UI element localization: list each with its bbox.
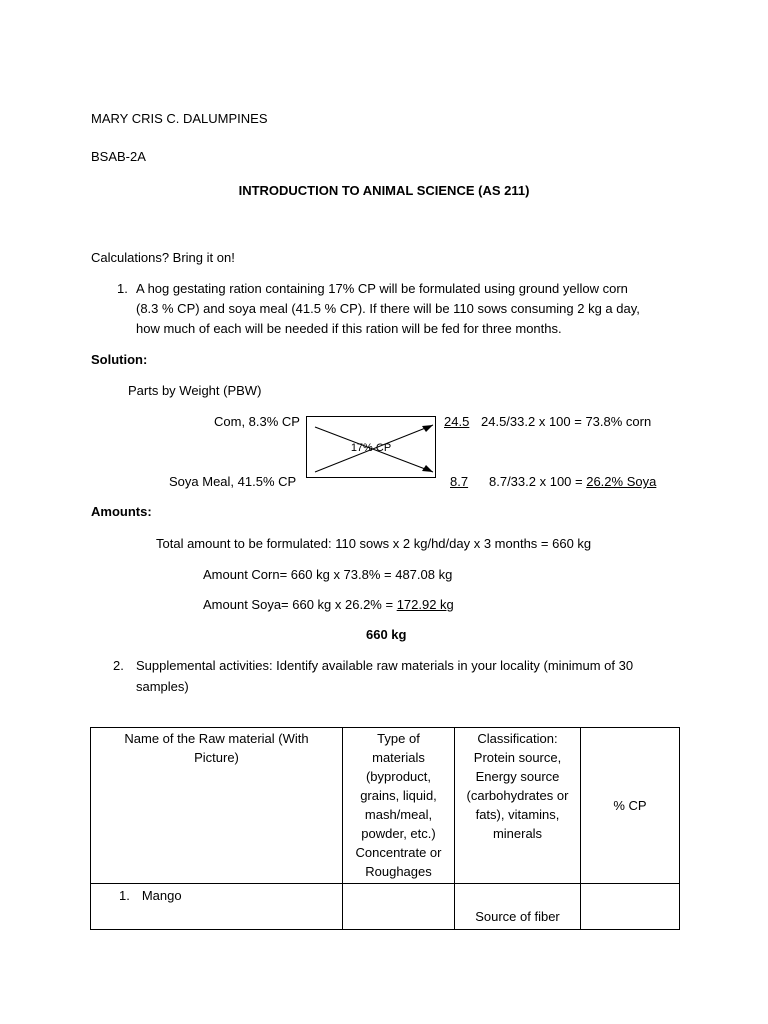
cell-type — [343, 884, 455, 930]
header-cp — [581, 728, 680, 884]
header-name — [91, 728, 343, 884]
header-class-line: minerals — [492, 826, 543, 841]
header-type-line: (byproduct, — [365, 769, 432, 784]
header-type-line: powder, etc.) — [361, 826, 436, 841]
header-name-line: Name of the Raw material (With — [124, 731, 309, 746]
amounts-label: Amounts: — [91, 504, 152, 519]
cell-cp — [581, 884, 680, 930]
problem-2-line-2: samples) — [136, 679, 189, 694]
table-header-row — [91, 728, 680, 884]
course-title: INTRODUCTION TO ANIMAL SCIENCE (AS 211) — [238, 183, 530, 198]
header-type-line: Type of — [377, 731, 420, 746]
raw-materials-table — [90, 727, 680, 930]
corn-label: Com, 8.3% CP — [214, 414, 300, 429]
amount-corn: Amount Corn= 660 kg x 73.8% = 487.08 kg — [203, 567, 453, 582]
soya-parts: 8.7 — [450, 474, 469, 489]
table-row — [91, 884, 680, 930]
header-name-line: Picture) — [194, 750, 239, 765]
soya-percent-result: 26.2% Soya — [586, 474, 657, 489]
header-classification — [455, 728, 581, 884]
row-name: Mango — [141, 888, 182, 903]
problem-2-number: 2. — [113, 658, 124, 673]
problem-1-line-1: A hog gestating ration containing 17% CP will be formulated using ground yellow corn — [136, 281, 628, 296]
student-section: BSAB-2A — [91, 149, 146, 164]
pearson-square — [306, 416, 436, 478]
amount-soya-expr: Amount Soya= 660 kg x 26.2% = — [203, 597, 397, 612]
problem-1-line-3: how much of each will be needed if this ration will be fed for three months. — [136, 321, 562, 336]
header-class-line: Protein source, — [473, 750, 562, 765]
problem-1-number: 1. — [117, 281, 128, 296]
cell-name — [91, 884, 343, 930]
problem-1-line-2: (8.3 % CP) and soya meal (41.5 % CP). If there will be 110 sows consuming 2 kg a day, — [136, 301, 640, 316]
soya-percent-calc — [489, 474, 656, 490]
corn-percent-calc: 24.5/33.2 x 100 = 73.8% corn — [481, 414, 652, 429]
problem-2-line-1: Supplemental activities: Identify available raw materials in your locality (minimum of 30 — [136, 658, 634, 673]
cell-classification: Source of fiber — [455, 884, 581, 930]
header-type-line: materials — [372, 750, 425, 765]
total-amount: Total amount to be formulated: 110 sows x 2 kg/hd/day x 3 months = 660 kg — [156, 536, 592, 551]
target-cp-label: 17% CP — [350, 442, 392, 454]
header-type-line: grains, liquid, — [360, 788, 437, 803]
header-type — [343, 728, 455, 884]
amount-sum: 660 kg — [366, 627, 407, 642]
amount-soya — [203, 597, 454, 613]
header-class-line: (carbohydrates or — [466, 788, 569, 803]
amount-soya-value: 172.92 kg — [396, 597, 454, 612]
header-type-line: Concentrate or — [355, 845, 442, 860]
solution-label: Solution: — [91, 352, 148, 367]
header-class-line: Energy source — [475, 769, 560, 784]
header-type-line: mash/meal, — [364, 807, 433, 822]
pbw-label: Parts by Weight (PBW) — [128, 383, 262, 398]
header-class-line: fats), vitamins, — [475, 807, 560, 822]
row-number: 1. — [119, 888, 130, 903]
intro-text: Calculations? Bring it on! — [91, 250, 235, 265]
header-class-line: Classification: — [477, 731, 558, 746]
corn-parts: 24.5 — [444, 414, 470, 429]
student-name: MARY CRIS C. DALUMPINES — [91, 111, 268, 126]
header-cp-line: % CP — [613, 797, 647, 813]
header-type-line: Roughages — [365, 864, 432, 879]
soya-percent-expr: 8.7/33.2 x 100 = — [489, 474, 587, 489]
soya-label: Soya Meal, 41.5% CP — [169, 474, 297, 489]
